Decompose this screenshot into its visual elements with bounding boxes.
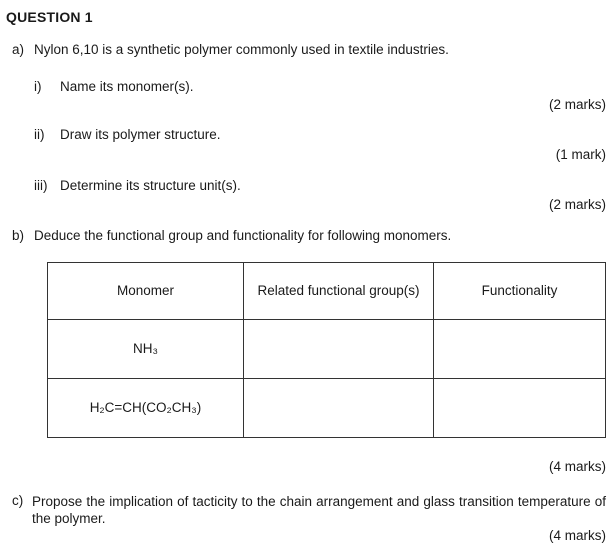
table-row [48,379,606,438]
part-b-marks: (4 marks) [549,459,606,474]
subpart-iii-label: iii) [34,178,48,193]
functionality-cell[interactable] [434,320,606,379]
part-c-marks: (4 marks) [549,528,606,543]
monomer-table [47,262,606,438]
part-c-text: Propose the implication of tacticity to the chain arrangement and glass transition temperature of the polymer. [32,494,606,526]
subpart-ii-label: ii) [34,127,45,142]
header-functionality: Functionality [434,263,606,320]
part-b-text: Deduce the functional group and functionality for following monomers. [34,228,452,243]
group-cell[interactable] [244,320,434,379]
table-row [48,320,606,379]
subpart-ii-text: Draw its polymer structure. [60,127,221,142]
monomer-cell: NH₃ [48,320,244,379]
monomer-cell: H₂C=CH(CO₂CH₃) [48,379,244,438]
subpart-i-marks: (2 marks) [549,97,606,112]
subpart-ii-marks: (1 mark) [555,147,606,162]
functionality-cell[interactable] [434,379,606,438]
part-c-label: c) [12,493,24,508]
question-title: QUESTION 1 [6,9,93,25]
subpart-i-label: i) [34,79,42,94]
header-related-group: Related functional group(s) [244,263,434,320]
part-a-label: a) [12,42,25,57]
header-monomer: Monomer [48,263,244,320]
subpart-iii-text: Determine its structure unit(s). [60,178,241,193]
part-a-text: Nylon 6,10 is a synthetic polymer commonly used in textile industries. [34,42,449,57]
subpart-iii-marks: (2 marks) [549,197,606,212]
group-cell[interactable] [244,379,434,438]
part-b-label: b) [12,228,25,243]
subpart-i-text: Name its monomer(s). [60,79,194,94]
